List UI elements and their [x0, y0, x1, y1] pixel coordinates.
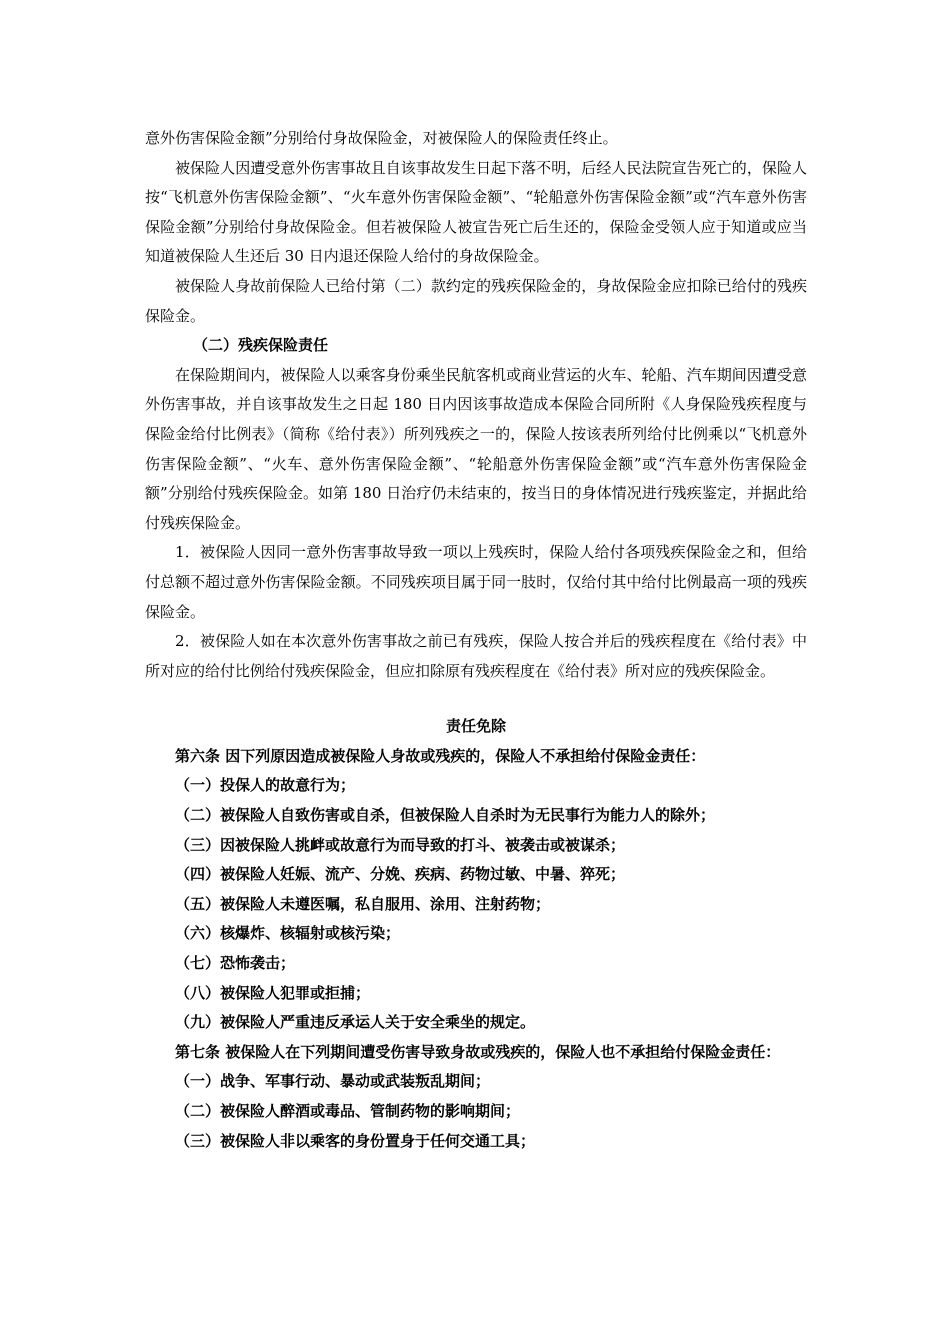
paragraph: 意外伤害保险金额”分别给付身故保险金，对被保险人的保险责任终止。 [145, 129, 618, 147]
paragraph: 2．被保险人如在本次意外伤害事故之前已有残疾，保险人按合并后的残疾程度在《给付表》中所对应的给付比例给付残疾保险金，但应扣除原有残疾程度在《给付表》所对应的残疾保险金。 [145, 632, 807, 680]
paragraph: 在保险期间内，被保险人以乘客身份乘坐民航客机或商业营运的火车、轮船、汽车期间因遭受意外伤害事故，并自该事故发生之日起 180 日内因该事故造成本保险合同所附《人身保险残疾程度与保险金给付比例表》（简称《给付表》）所列残疾之一的，保险人按该表所列给付比例乘以“飞机意外伤害保险金额”、“火车、意外伤害保险金额”、“轮船意外伤害保险金额”或“汽车意外伤害保险金额”分别给付残疾保险金。如第 180 日治疗仍未结束的，按当日的身体情况进行残疾鉴定，并据此给付残疾保险金。 [145, 365, 807, 532]
paragraph: 1．被保险人因同一意外伤害事故导致一项以上残疾时，保险人给付各项残疾保险金之和，但给付总额不超过意外伤害保险金额。不同残疾项目属于同一肢时，仅给付其中给付比例最高一项的残疾保险金。 [145, 543, 807, 621]
list-item: （二）被保险人自致伤害或自杀，但被保险人自杀时为无民事行为能力人的除外； [175, 806, 716, 825]
list-item: （八）被保险人犯罪或拒捕； [175, 983, 371, 1002]
list-item: （三）因被保险人挑衅或故意行为而导致的打斗、被袭击或被谋杀； [175, 835, 626, 854]
section-title: 责任免除 [445, 717, 506, 736]
spacer [145, 686, 807, 712]
paragraph: 被保险人身故前保险人已给付第（二）款约定的残疾保险金的，身故保险金应扣除已给付的残疾保险金。 [145, 276, 807, 325]
list-item: （六）核爆炸、核辐射或核污染； [175, 924, 401, 943]
list-item: （五）被保险人未遵医嘱，私自服用、涂用、注射药物； [175, 894, 551, 913]
list-item: （一）投保人的故意行为； [175, 776, 356, 795]
list-item: （七）恐怖袭击； [175, 954, 296, 973]
document-body [145, 124, 807, 1156]
list-item: （二）被保险人醉酒或毒品、管制药物的影响期间； [175, 1102, 521, 1120]
paragraph: 被保险人因遭受意外伤害事故且自该事故发生日起下落不明，后经人民法院宣告死亡的，保险人按“飞机意外伤害保险金额”、“火车意外伤害保险金额”、“轮船意外伤害保险金额”或“汽车意外伤害保险金额”分别给付身故保险金。但若被保险人被宣告死亡后生还的，保险金受领人应于知道或应当知道被保险人生还后 30 日内退还保险人给付的身故保险金。 [145, 158, 807, 266]
list-item: （四）被保险人妊娠、流产、分娩、疾病、药物过敏、中暑、猝死； [175, 865, 626, 884]
article-7: 第七条 被保险人在下列期间遭受伤害导致身故或残疾的，保险人也不承担给付保险金责任： [175, 1042, 781, 1061]
list-item: （三）被保险人非以乘客的身份置身于任何交通工具； [175, 1131, 536, 1150]
article-6: 第六条 因下列原因造成被保险人身故或残疾的，保险人不承担给付保险金责任： [175, 746, 706, 765]
list-item: （九）被保险人严重违反承运人关于安全乘坐的规定。 [175, 1013, 536, 1032]
list-item: （一）战争、军事行动、暴动或武装叛乱期间； [175, 1072, 491, 1091]
section-heading: （二）残疾保险责任 [193, 336, 329, 355]
